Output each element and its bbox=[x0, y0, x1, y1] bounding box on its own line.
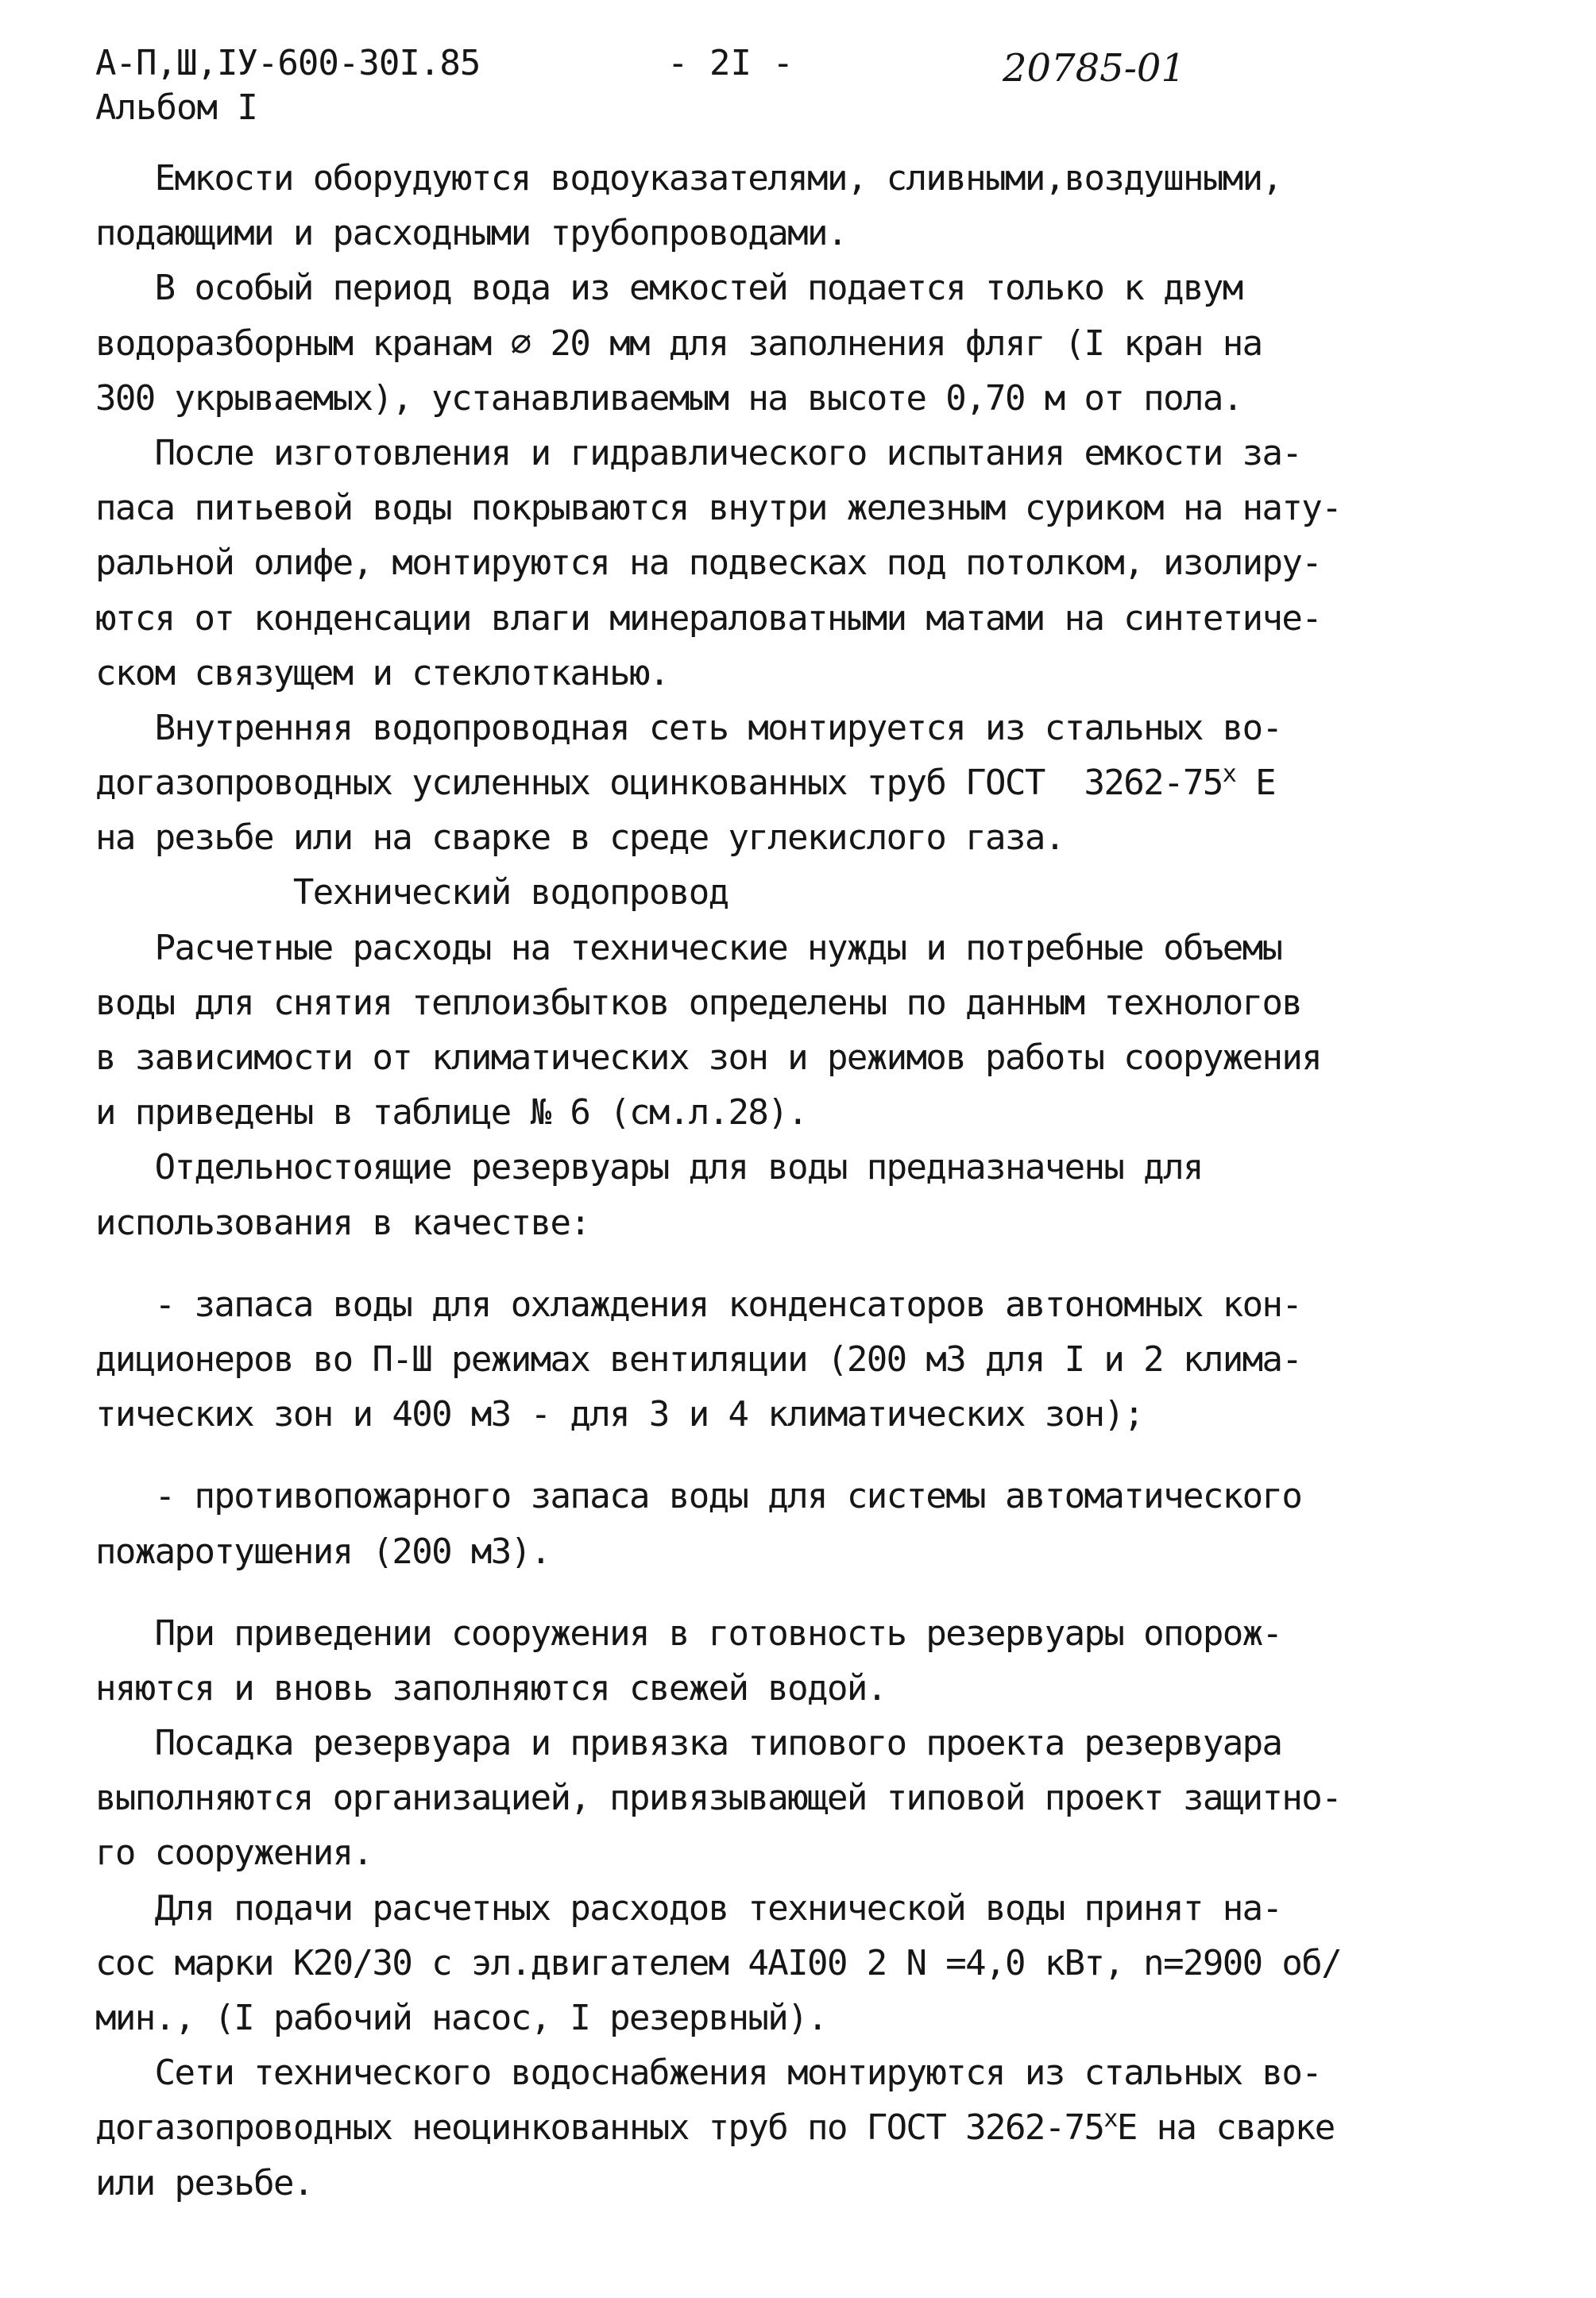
text-line: ются от конденсации влаги минераловатными матами на синтетиче- bbox=[95, 597, 1322, 639]
text-line: Для подачи расчетных расходов технической воды принят на- bbox=[95, 1887, 1282, 1929]
text-line: водоразборным кранам ∅ 20 мм для заполнения фляг (I кран на bbox=[95, 322, 1262, 364]
page-number: - 2I - bbox=[667, 43, 794, 83]
text-line: сос марки К20/30 с эл.двигателем 4АI00 2 N =4,0 кВт, n=2900 об/ bbox=[95, 1942, 1342, 1983]
text-line: После изготовления и гидравлического испытания емкости за- bbox=[95, 432, 1302, 473]
document-code: А-П,Ш,IУ-600-30I.85 bbox=[95, 43, 481, 83]
text-line: Посадка резервуара и привязка типового проекта резервуара bbox=[95, 1723, 1282, 1764]
text-segment: догазопроводных усиленных оцинкованных труб ГОСТ 3262-75 bbox=[95, 763, 1223, 804]
text-line: Емкости оборудуются водоуказателями, сливными,воздушными, bbox=[95, 158, 1282, 199]
text-line: го сооружения. bbox=[95, 1833, 373, 1874]
album-label: Альбом I bbox=[95, 87, 257, 128]
list-item-line: - запаса воды для охлаждения конденсаторов автономных кон- bbox=[95, 1284, 1302, 1325]
text-line: подающими и расходными трубопроводами. bbox=[95, 213, 847, 254]
paragraph-gap bbox=[95, 1250, 1517, 1277]
text-line: Отдельностоящие резервуары для воды предназначены для bbox=[95, 1147, 1203, 1188]
text-line: использования в качестве: bbox=[95, 1202, 590, 1243]
superscript: х bbox=[1103, 2105, 1117, 2134]
text-segment: Е на сварке bbox=[1116, 2107, 1335, 2149]
text-line: или резьбе. bbox=[95, 2162, 313, 2203]
paragraph-gap bbox=[95, 1579, 1517, 1606]
text-line: воды для снятия теплоизбытков определены по данным технологов bbox=[95, 982, 1302, 1023]
list-item-line: - противопожарного запаса воды для системы автоматического bbox=[95, 1476, 1302, 1517]
text-line: Внутренняя водопроводная сеть монтируется из стальных во- bbox=[95, 707, 1282, 748]
document-header-code bbox=[95, 41, 480, 130]
handwritten-doc-number: 20785-01 bbox=[1003, 46, 1185, 91]
text-line: В особый период вода из емкостей подается только к двум bbox=[95, 268, 1242, 309]
text-line: мин., (I рабочий насос, I резервный). bbox=[95, 1998, 827, 2038]
text-line-with-superscript bbox=[95, 2100, 1517, 2155]
document-body bbox=[95, 151, 1517, 2211]
text-line: и приведены в таблице № 6 (см.л.28). bbox=[95, 1092, 808, 1134]
text-line: 300 укрываемых), устанавливаемым на высоте 0,70 м от пола. bbox=[95, 377, 1242, 419]
superscript: х bbox=[1222, 760, 1236, 789]
text-line: При приведении сооружения в готовность резервуары опорож- bbox=[95, 1612, 1282, 1654]
section-title: Технический водопровод bbox=[95, 872, 728, 913]
text-line: няются и вновь заполняются свежей водой. bbox=[95, 1667, 887, 1709]
text-line: ском связущем и стеклотканью. bbox=[95, 652, 669, 693]
text-line: на резьбе или на сварке в среде углекислого газа. bbox=[95, 817, 1065, 859]
list-item-line: пожаротушения (200 м3). bbox=[95, 1531, 551, 1572]
text-line-with-superscript bbox=[95, 755, 1517, 810]
text-segment: Е bbox=[1235, 763, 1275, 804]
text-line: выполняются организацией, привязывающей типовой проект защитно- bbox=[95, 1778, 1342, 1819]
text-line: Расчетные расходы на технические нужды и потребные объемы bbox=[95, 927, 1282, 968]
text-line: ральной олифе, монтируются на подвесках под потолком, изолиру- bbox=[95, 543, 1322, 584]
text-segment: догазопроводных неоцинкованных труб по ГОСТ 3262-75 bbox=[95, 2107, 1104, 2149]
text-line: паса питьевой воды покрываются внутри железным суриком на нату- bbox=[95, 488, 1342, 529]
text-line: в зависимости от климатических зон и режимов работы сооружения bbox=[95, 1037, 1322, 1078]
list-item-line: тических зон и 400 м3 - для 3 и 4 климатических зон); bbox=[95, 1394, 1144, 1435]
text-line: Сети технического водоснабжения монтируются из стальных во- bbox=[95, 2053, 1322, 2094]
list-item-line: диционеров во П-Ш режимах вентиляции (200 м3 для I и 2 клима- bbox=[95, 1338, 1302, 1380]
paragraph-gap bbox=[95, 1442, 1517, 1469]
